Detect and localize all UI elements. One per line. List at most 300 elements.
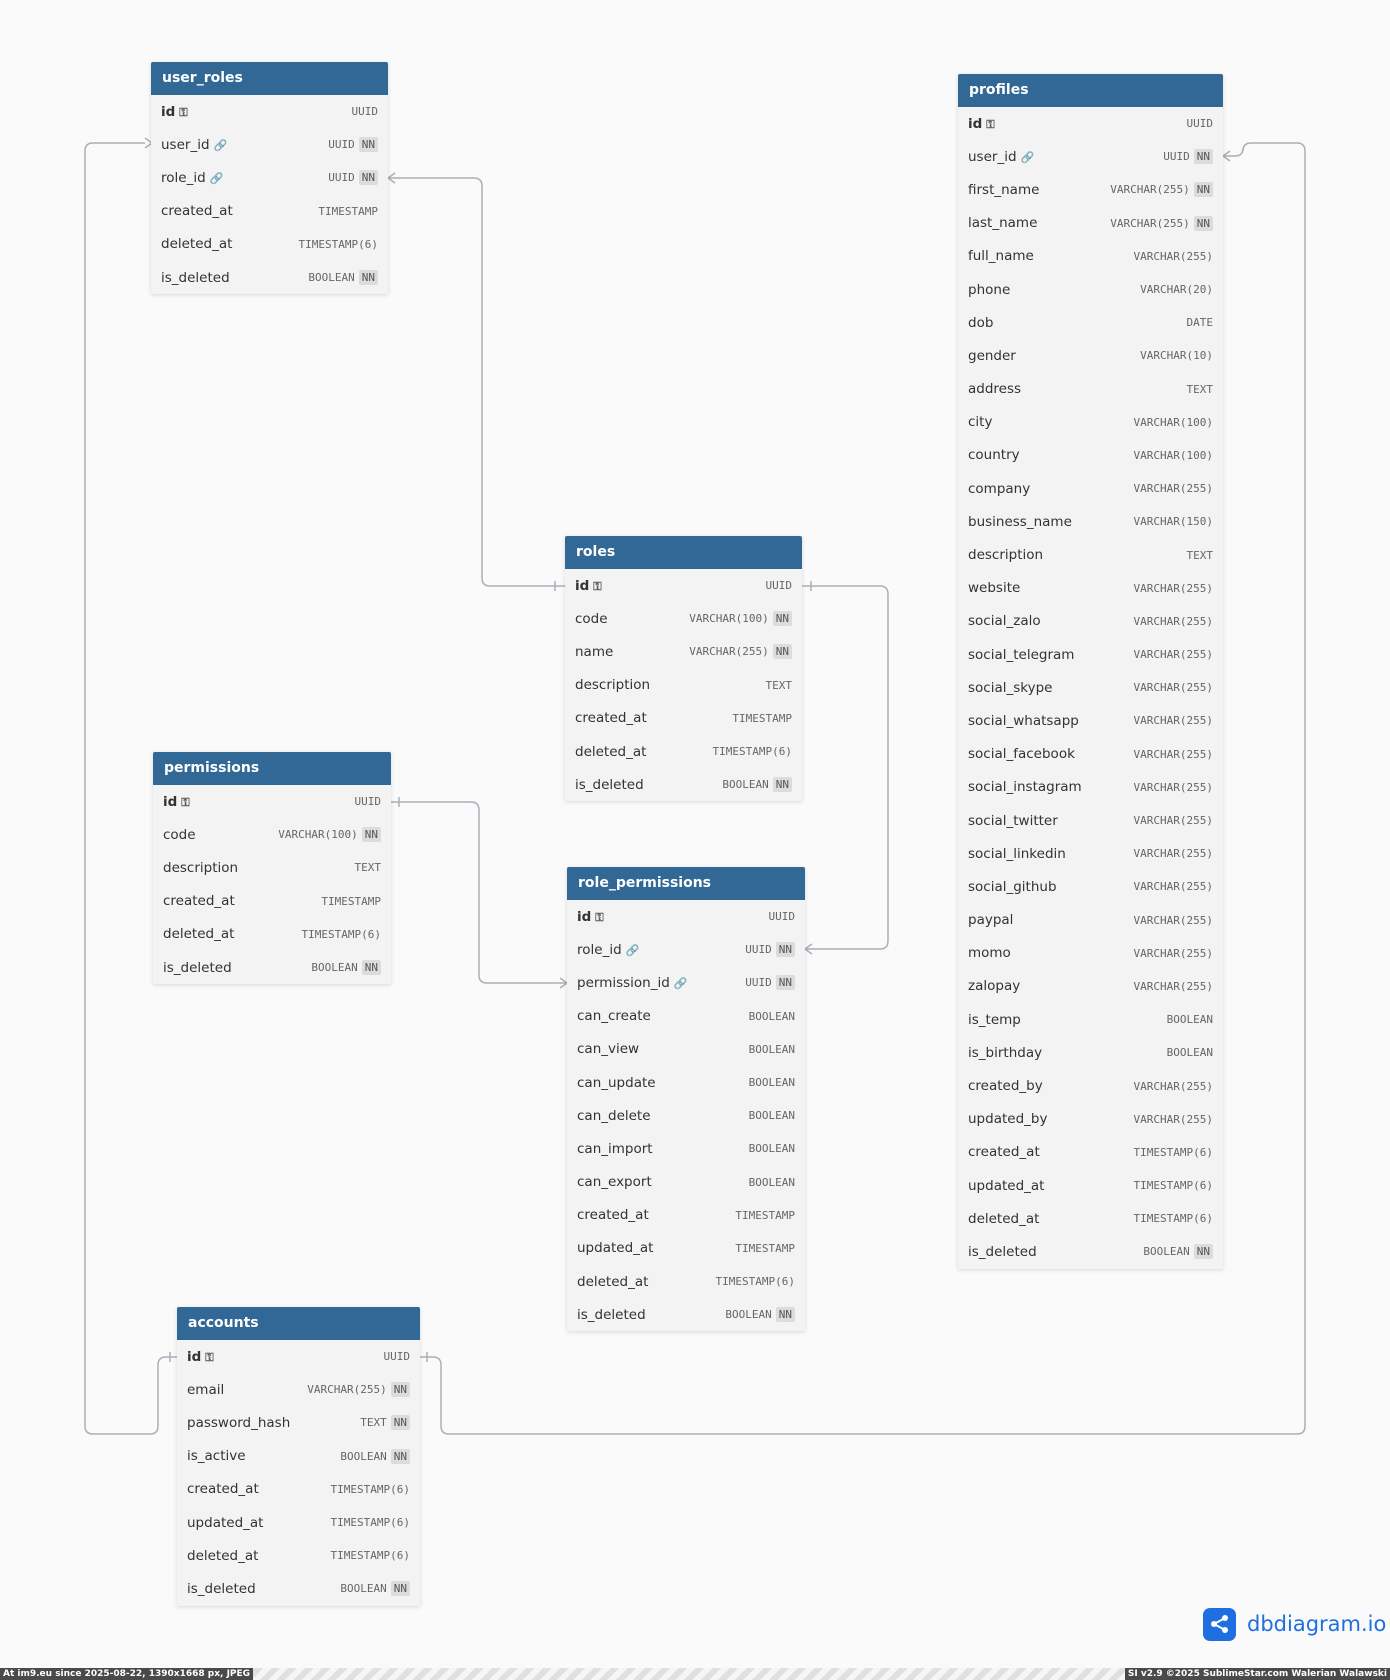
field-name (575, 677, 766, 693)
field-type: VARCHAR(255) (1133, 581, 1213, 595)
field-row-social_github[interactable] (958, 870, 1223, 903)
field-type: VARCHAR(150) (1133, 515, 1213, 529)
not-null-badge: NN (359, 137, 378, 152)
table-header[interactable]: role_permissions (567, 867, 805, 900)
field-row-is_deleted[interactable] (565, 768, 802, 801)
field-row-role_id[interactable] (151, 161, 388, 194)
field-name (187, 1581, 340, 1597)
field-row-created_at[interactable] (177, 1473, 420, 1506)
field-name (577, 1075, 749, 1091)
field-name-text: role_id (161, 169, 206, 186)
field-name-text: is_birthday (968, 1044, 1043, 1061)
field-type: UUID (1186, 117, 1213, 131)
field-name (968, 381, 1187, 397)
field-name-text: updated_at (968, 1177, 1045, 1194)
field-row-can_view[interactable] (567, 1033, 805, 1066)
field-name (187, 1481, 331, 1497)
field-type: VARCHAR(255) (1110, 183, 1190, 197)
field-row-country[interactable] (958, 439, 1223, 472)
field-type: TIMESTAMP(6) (298, 237, 378, 251)
field-row-social_skype[interactable] (958, 671, 1223, 704)
field-type: VARCHAR(255) (1133, 681, 1213, 695)
field-name (968, 182, 1110, 198)
field-name (161, 170, 328, 186)
field-row-description[interactable] (153, 851, 391, 884)
field-row-gender[interactable] (958, 339, 1223, 372)
table-user_roles[interactable] (151, 62, 388, 294)
field-name-text: address (968, 381, 1022, 398)
not-null-badge: NN (359, 170, 378, 185)
field-type: TIMESTAMP(6) (330, 1482, 410, 1496)
field-name-text: name (575, 643, 614, 660)
field-type: TEXT (360, 1416, 387, 1430)
field-row-social_facebook[interactable] (958, 738, 1223, 771)
field-row-created_at[interactable] (153, 885, 391, 918)
field-name-text: password_hash (187, 1414, 291, 1431)
field-row-deleted_at[interactable] (958, 1202, 1223, 1235)
field-type: VARCHAR(100) (689, 612, 769, 626)
field-name (968, 1211, 1134, 1227)
field-name (968, 481, 1134, 497)
field-row-is_deleted[interactable] (153, 951, 391, 984)
field-type: VARCHAR(255) (1133, 249, 1213, 263)
brand-name: dbdiagram.io (1247, 1612, 1387, 1636)
not-null-badge: NN (391, 1449, 410, 1464)
dbdiagram-logo[interactable] (1203, 1606, 1386, 1642)
field-row-user_id[interactable] (151, 128, 388, 161)
field-type: UUID (351, 105, 378, 119)
table-header[interactable]: accounts (177, 1307, 420, 1340)
field-row-is_active[interactable] (177, 1440, 420, 1473)
field-name (187, 1415, 360, 1431)
field-name-text: social_instagram (968, 779, 1082, 796)
field-name (968, 1078, 1134, 1094)
field-name (968, 447, 1134, 463)
field-name-text: id (575, 577, 590, 594)
field-row-is_deleted[interactable] (177, 1572, 420, 1605)
field-name (577, 1008, 749, 1024)
field-name (968, 215, 1110, 231)
field-name-text: social_facebook (968, 746, 1075, 763)
field-type: BOOLEAN (748, 1042, 795, 1056)
footer-left-text: At im9.eu since 2025-08-22, 1390x1668 px, JPEG (0, 1668, 253, 1680)
rel-role_permissions-roles[interactable] (802, 586, 888, 949)
field-name-text: city (968, 414, 993, 431)
field-row-permission_id[interactable] (567, 966, 805, 999)
not-null-badge: NN (1194, 1244, 1213, 1259)
field-name-text: can_export (577, 1174, 652, 1191)
field-name-text: social_whatsapp (968, 712, 1079, 729)
field-row-code[interactable] (153, 818, 391, 851)
field-row-social_whatsapp[interactable] (958, 704, 1223, 737)
field-name (968, 846, 1134, 862)
field-name-text: social_zalo (968, 613, 1041, 630)
field-type: VARCHAR(255) (307, 1383, 387, 1397)
field-name (577, 1240, 735, 1256)
field-name-text: momo (968, 945, 1011, 962)
field-name-text: deleted_at (161, 236, 233, 253)
field-name (968, 248, 1134, 264)
key-icon: ⚿ (986, 117, 995, 131)
field-row-code[interactable] (565, 602, 802, 635)
field-type: VARCHAR(255) (1133, 979, 1213, 993)
field-name (968, 647, 1134, 663)
field-name-text: company (968, 480, 1031, 497)
link-icon: 🔗 (1020, 150, 1035, 164)
table-profiles[interactable] (958, 74, 1223, 1269)
field-type: BOOLEAN (748, 1175, 795, 1189)
field-type: VARCHAR(255) (1133, 814, 1213, 828)
field-name-text: deleted_at (968, 1210, 1040, 1227)
field-name-text: updated_at (577, 1240, 654, 1257)
field-name (968, 580, 1134, 596)
field-name (968, 282, 1140, 298)
field-type: VARCHAR(255) (1133, 1112, 1213, 1126)
field-name-text: social_skype (968, 679, 1053, 696)
table-header[interactable]: user_roles (151, 62, 388, 95)
field-type: VARCHAR(255) (1133, 747, 1213, 761)
field-type: VARCHAR(255) (1133, 482, 1213, 496)
field-name-text: id (163, 793, 178, 810)
field-row-updated_at[interactable] (958, 1169, 1223, 1202)
field-name-text: can_delete (577, 1107, 651, 1124)
field-row-can_export[interactable] (567, 1166, 805, 1199)
field-name-text: can_import (577, 1140, 653, 1157)
field-name (968, 1111, 1134, 1127)
field-name-text: business_name (968, 513, 1072, 530)
field-row-created_at[interactable] (567, 1199, 805, 1232)
link-icon: 🔗 (213, 138, 228, 152)
field-name-text: created_at (161, 203, 233, 220)
field-name-text: user_id (968, 148, 1017, 165)
field-type: UUID (354, 795, 381, 809)
field-name (161, 203, 318, 219)
field-name (968, 613, 1134, 629)
field-name-text: email (187, 1381, 225, 1398)
field-name-text: code (575, 610, 608, 627)
field-name-text: deleted_at (577, 1273, 649, 1290)
field-name-text: id (968, 115, 983, 132)
field-row-created_at[interactable] (151, 195, 388, 228)
field-name-text: description (968, 547, 1044, 564)
field-name-text: is_deleted (577, 1306, 646, 1323)
field-name (968, 116, 1187, 132)
field-name (577, 1041, 749, 1057)
field-row-social_linkedin[interactable] (958, 837, 1223, 870)
field-type: BOOLEAN (748, 1109, 795, 1123)
many-marker (388, 173, 395, 183)
field-type: UUID (765, 579, 792, 593)
field-name-text: social_twitter (968, 812, 1058, 829)
field-type: TIMESTAMP(6) (1133, 1179, 1213, 1193)
not-null-badge: NN (359, 270, 378, 285)
field-name-text: paypal (968, 912, 1014, 929)
field-name-text: is_deleted (187, 1580, 256, 1597)
field-row-social_instagram[interactable] (958, 771, 1223, 804)
field-row-social_telegram[interactable] (958, 638, 1223, 671)
field-name (968, 879, 1134, 895)
field-name (577, 942, 745, 958)
field-type: VARCHAR(255) (1133, 913, 1213, 927)
table-role_permissions[interactable] (567, 867, 805, 1331)
not-null-badge: NN (776, 942, 795, 957)
field-type: BOOLEAN (748, 1142, 795, 1156)
field-row-id[interactable] (958, 107, 1223, 140)
field-name-text: role_id (577, 941, 622, 958)
field-row-phone[interactable] (958, 273, 1223, 306)
field-type: VARCHAR(10) (1140, 349, 1213, 363)
field-row-full_name[interactable] (958, 240, 1223, 273)
field-type: TIMESTAMP(6) (301, 927, 381, 941)
field-row-deleted_at[interactable] (567, 1265, 805, 1298)
field-type: VARCHAR(100) (1133, 448, 1213, 462)
field-row-description[interactable] (958, 538, 1223, 571)
not-null-badge: NN (773, 777, 792, 792)
field-name (577, 1141, 749, 1157)
field-type: VARCHAR(20) (1140, 283, 1213, 297)
field-name-text: phone (968, 281, 1011, 298)
field-type: BOOLEAN (1166, 1046, 1213, 1060)
field-type: TIMESTAMP (735, 1241, 795, 1255)
field-type: VARCHAR(255) (1133, 946, 1213, 960)
not-null-badge: NN (362, 960, 381, 975)
field-name (575, 644, 689, 660)
field-name (161, 270, 308, 286)
field-type: VARCHAR(255) (1133, 780, 1213, 794)
field-type: BOOLEAN (748, 1076, 795, 1090)
key-icon: ⚿ (179, 105, 188, 119)
field-name (161, 236, 299, 252)
table-permissions[interactable] (153, 752, 391, 984)
field-row-city[interactable] (958, 406, 1223, 439)
field-row-user_id[interactable] (958, 140, 1223, 173)
field-row-updated_by[interactable] (958, 1103, 1223, 1136)
field-row-id[interactable] (177, 1340, 420, 1373)
field-name (968, 1012, 1167, 1028)
not-null-badge: NN (1194, 149, 1213, 164)
field-name (187, 1349, 384, 1365)
field-row-business_name[interactable] (958, 505, 1223, 538)
field-name-text: user_id (161, 136, 210, 153)
field-row-last_name[interactable] (958, 207, 1223, 240)
field-row-id[interactable] (153, 785, 391, 818)
rel-role_permissions-permissions[interactable] (391, 802, 567, 983)
field-type: VARCHAR(255) (1133, 880, 1213, 894)
field-name-text: deleted_at (163, 926, 235, 943)
field-type: TEXT (1186, 382, 1213, 396)
field-row-deleted_at[interactable] (565, 735, 802, 768)
field-name-text: country (968, 447, 1020, 464)
field-name (163, 960, 311, 976)
rel-user_roles-roles[interactable] (388, 178, 565, 586)
field-name-text: is_deleted (575, 776, 644, 793)
field-row-is_birthday[interactable] (958, 1036, 1223, 1069)
key-icon: ⚿ (595, 910, 604, 924)
field-type: TIMESTAMP(6) (330, 1516, 410, 1530)
field-row-can_create[interactable] (567, 1000, 805, 1033)
field-name-text: gender (968, 347, 1016, 364)
field-row-updated_at[interactable] (177, 1506, 420, 1539)
field-row-paypal[interactable] (958, 904, 1223, 937)
field-name (968, 514, 1134, 530)
field-row-password_hash[interactable] (177, 1406, 420, 1439)
field-name (968, 945, 1134, 961)
field-type: UUID (745, 943, 772, 957)
field-type: VARCHAR(100) (278, 828, 358, 842)
field-row-momo[interactable] (958, 937, 1223, 970)
link-icon: 🔗 (625, 943, 640, 957)
field-type: TIMESTAMP (732, 711, 792, 725)
field-row-is_deleted[interactable] (151, 261, 388, 294)
field-name (577, 1307, 725, 1323)
field-name (968, 713, 1134, 729)
field-name (187, 1515, 331, 1531)
field-row-created_by[interactable] (958, 1069, 1223, 1102)
field-row-social_twitter[interactable] (958, 804, 1223, 837)
field-name (163, 926, 302, 942)
field-name (968, 912, 1134, 928)
field-name-text: is_deleted (161, 269, 230, 286)
field-row-email[interactable] (177, 1373, 420, 1406)
field-name (575, 744, 713, 760)
field-name (161, 104, 352, 120)
field-type: UUID (328, 138, 355, 152)
field-name (968, 315, 1187, 331)
field-type: UUID (768, 910, 795, 924)
link-icon: 🔗 (673, 976, 688, 990)
field-type: VARCHAR(255) (1133, 847, 1213, 861)
field-row-first_name[interactable] (958, 173, 1223, 206)
field-name (968, 813, 1134, 829)
field-type: TIMESTAMP(6) (1133, 1212, 1213, 1226)
field-name-text: id (577, 908, 592, 925)
table-header[interactable]: roles (565, 536, 802, 569)
field-name-text: created_by (968, 1078, 1043, 1095)
field-row-is_deleted[interactable] (567, 1298, 805, 1331)
table-header[interactable]: profiles (958, 74, 1223, 107)
field-name-text: social_telegram (968, 646, 1075, 663)
not-null-badge: NN (773, 644, 792, 659)
field-type: BOOLEAN (340, 1449, 387, 1463)
field-name (968, 1045, 1167, 1061)
field-row-can_import[interactable] (567, 1132, 805, 1165)
field-row-id[interactable] (567, 900, 805, 933)
not-null-badge: NN (776, 975, 795, 990)
field-row-address[interactable] (958, 373, 1223, 406)
many-marker (805, 944, 812, 954)
field-name-text: social_github (968, 878, 1057, 895)
field-name-text: can_update (577, 1074, 656, 1091)
field-name (163, 827, 278, 843)
field-name (577, 1174, 749, 1190)
field-name-text: code (163, 826, 196, 843)
not-null-badge: NN (362, 827, 381, 842)
field-row-website[interactable] (958, 572, 1223, 605)
field-name-text: deleted_at (575, 743, 647, 760)
field-name (577, 1108, 749, 1124)
field-row-created_at[interactable] (565, 702, 802, 735)
field-row-id[interactable] (151, 95, 388, 128)
field-name (187, 1448, 340, 1464)
field-name (187, 1382, 307, 1398)
field-name-text: zalopay (968, 978, 1021, 995)
not-null-badge: NN (391, 1581, 410, 1596)
field-row-dob[interactable] (958, 306, 1223, 339)
field-row-can_delete[interactable] (567, 1099, 805, 1132)
field-row-zalopay[interactable] (958, 970, 1223, 1003)
field-row-is_temp[interactable] (958, 1003, 1223, 1036)
field-row-is_deleted[interactable] (958, 1235, 1223, 1268)
field-type: BOOLEAN (311, 961, 358, 975)
field-name-text: updated_at (187, 1514, 264, 1531)
not-null-badge: NN (1194, 182, 1213, 197)
field-name (968, 680, 1134, 696)
field-type: TIMESTAMP (318, 204, 378, 218)
field-type: TIMESTAMP(6) (1133, 1145, 1213, 1159)
field-row-name[interactable] (565, 635, 802, 668)
field-row-updated_at[interactable] (567, 1232, 805, 1265)
field-type: BOOLEAN (748, 1009, 795, 1023)
field-name (968, 348, 1140, 364)
field-row-role_id[interactable] (567, 933, 805, 966)
table-header[interactable]: permissions (153, 752, 391, 785)
field-name-text: social_linkedin (968, 845, 1066, 862)
field-name (968, 547, 1187, 563)
field-row-deleted_at[interactable] (177, 1539, 420, 1572)
not-null-badge: NN (391, 1415, 410, 1430)
field-row-created_at[interactable] (958, 1136, 1223, 1169)
field-row-company[interactable] (958, 472, 1223, 505)
field-name (575, 578, 766, 594)
field-row-social_zalo[interactable] (958, 605, 1223, 638)
field-name (577, 975, 745, 991)
field-row-description[interactable] (565, 669, 802, 702)
field-name-text: created_at (575, 710, 647, 727)
field-name (577, 1207, 735, 1223)
field-type: TIMESTAMP (735, 1208, 795, 1222)
field-type: VARCHAR(255) (1133, 1079, 1213, 1093)
field-row-deleted_at[interactable] (151, 228, 388, 261)
field-name-text: id (161, 103, 176, 120)
key-icon: ⚿ (593, 579, 602, 593)
field-name (575, 777, 722, 793)
field-name-text: is_active (187, 1448, 246, 1465)
field-name (968, 746, 1134, 762)
many-marker (560, 978, 567, 988)
key-icon: ⚿ (205, 1350, 214, 1364)
field-name-text: is_temp (968, 1011, 1021, 1028)
table-accounts[interactable] (177, 1307, 420, 1606)
field-row-id[interactable] (565, 569, 802, 602)
field-row-deleted_at[interactable] (153, 918, 391, 951)
field-name (577, 1274, 716, 1290)
field-type: UUID (745, 976, 772, 990)
field-name-text: is_deleted (968, 1243, 1037, 1260)
field-row-can_update[interactable] (567, 1066, 805, 1099)
field-name (968, 1178, 1134, 1194)
field-name (161, 137, 328, 153)
field-name-text: first_name (968, 181, 1040, 198)
field-type: DATE (1186, 316, 1213, 330)
field-type: TEXT (354, 861, 381, 875)
field-name-text: created_at (163, 893, 235, 910)
field-name-text: is_deleted (163, 959, 232, 976)
footer-bar (0, 1668, 1390, 1680)
field-name-text: created_at (187, 1481, 259, 1498)
field-name-text: permission_id (577, 974, 670, 991)
table-roles[interactable] (565, 536, 802, 801)
field-type: TIMESTAMP(6) (330, 1549, 410, 1563)
